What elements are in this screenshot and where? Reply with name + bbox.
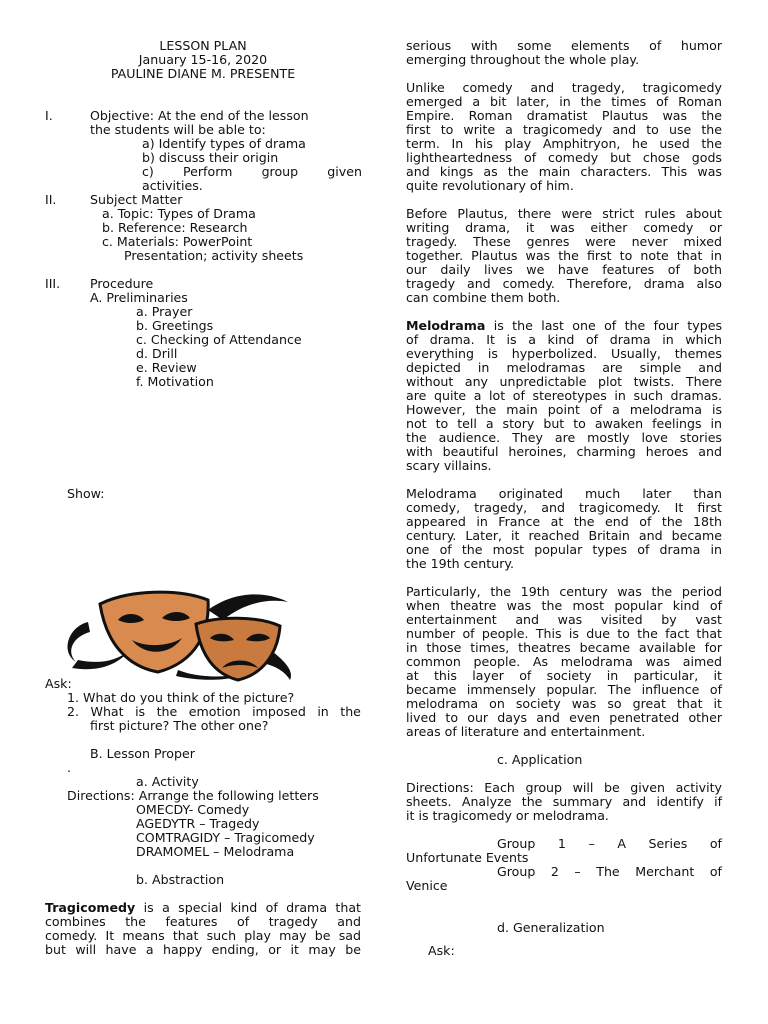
- preliminaries: A. Preliminaries: [90, 290, 188, 305]
- objective-line2: the students will be able to:: [90, 122, 266, 137]
- word: of: [709, 836, 722, 851]
- text: the 19th century.: [406, 556, 515, 571]
- text: emerging throughout the whole play.: [406, 52, 640, 67]
- activity-item: DRAMOMEL – Melodrama: [136, 844, 295, 859]
- word: of: [709, 864, 722, 879]
- word: Series: [648, 836, 688, 851]
- word: –: [588, 836, 595, 851]
- text: Before Plautus, there were strict rules about: [406, 206, 722, 221]
- word: is: [135, 704, 146, 719]
- prelim-item: e. Review: [136, 360, 197, 375]
- activity-directions: Directions: Arrange the following letters: [67, 788, 319, 803]
- text: quite revolutionary of him.: [406, 178, 574, 193]
- stray-dot: .: [67, 760, 72, 775]
- text: at this layer of society in particular, it: [406, 668, 722, 683]
- word: Group: [497, 864, 536, 879]
- text: is a special kind of drama that: [135, 900, 361, 915]
- application-title: c. Application: [497, 752, 583, 767]
- text: melodrama on society was so great that it: [406, 696, 722, 711]
- text: sheets. Analyze the summary and identify if: [406, 794, 722, 809]
- text: number of people. This is due to the fact that: [406, 626, 722, 641]
- text: but will have a happy ending, or it may be: [45, 942, 361, 957]
- activity-item: COMTRAGIDY – Tragicomedy: [136, 830, 315, 845]
- objective-a: a) Identify types of drama: [142, 136, 306, 151]
- word: c): [142, 164, 154, 179]
- question-2-cont: first picture? The other one?: [90, 718, 269, 733]
- abstraction-title: b. Abstraction: [136, 872, 225, 887]
- tragicomedy-paragraph: [45, 901, 361, 957]
- subject-c-cont: Presentation; activity sheets: [124, 248, 304, 263]
- text: not to tell a story but to awaken feelings in: [406, 416, 722, 431]
- text: can combine them both.: [406, 290, 561, 305]
- paragraph-melodrama: [406, 319, 722, 473]
- text: common people. As melodrama was aimed: [406, 654, 722, 669]
- group-1-title: Unfortunate Events: [406, 850, 529, 865]
- prelim-item: d. Drill: [136, 346, 178, 361]
- text: comedy. It means that such play may be sad: [45, 928, 361, 943]
- subject-a: a. Topic: Types of Drama: [102, 206, 256, 221]
- word: Group: [497, 836, 536, 851]
- text: term. In his play Amphitryon, he used the: [406, 136, 722, 151]
- text: together. Plautus was the first to note that in: [406, 248, 722, 263]
- drama-masks-image: [58, 582, 298, 682]
- text: Directions: Each group will be given activity: [406, 780, 722, 795]
- activity-item: OMECDY- Comedy: [136, 802, 250, 817]
- text: entertainment and was visited by vast: [406, 612, 722, 627]
- word: The: [596, 864, 620, 879]
- paragraph-origin: [406, 487, 722, 571]
- word: Merchant: [635, 864, 695, 879]
- prelim-item: f. Motivation: [136, 374, 214, 389]
- lesson-proper: B. Lesson Proper: [90, 746, 195, 761]
- text: everything is hyperbolized. Usually, themes: [406, 346, 722, 361]
- group-2-title: Venice: [406, 878, 448, 893]
- question-2: [67, 705, 361, 719]
- text: one of the most popular types of drama in: [406, 542, 722, 557]
- tragicomedy-term: Tragicomedy: [45, 900, 136, 915]
- text: our daily lives we have features of both: [406, 262, 722, 277]
- text: in those times, theatres became available for: [406, 640, 722, 655]
- text: Unlike comedy and tragedy, tragicomedy: [406, 80, 722, 95]
- section-number-1: I.: [45, 108, 53, 123]
- word: 2.: [67, 704, 80, 719]
- prelim-item: a. Prayer: [136, 304, 193, 319]
- text: is the last one of the four types: [485, 318, 722, 333]
- text: became immensely popular. The influence of: [406, 682, 722, 697]
- text: and kings as the main characters. This was: [406, 164, 722, 179]
- text: without any unpredictable plot twists. There: [406, 374, 722, 389]
- objective-c-cont: activities.: [142, 178, 203, 193]
- text: lived to our days and even penetrated other: [406, 710, 722, 725]
- word: imposed: [252, 704, 306, 719]
- text: areas of literature and entertainment.: [406, 724, 646, 739]
- word: A: [617, 836, 626, 851]
- word: in: [317, 704, 329, 719]
- prelim-item: c. Checking of Attendance: [136, 332, 302, 347]
- text: lightheartedness of comedy but chose gods: [406, 150, 722, 165]
- text: comedy, tragedy, and tragicomedy. It first: [406, 500, 722, 515]
- subject-title: Subject Matter: [90, 192, 183, 207]
- text: serious with some elements of humor: [406, 38, 722, 53]
- objective-b: b) discuss their origin: [142, 150, 279, 165]
- text: Melodrama originated much later than: [406, 486, 722, 501]
- text: are quite a lot of stereotypes in such dramas.: [406, 388, 722, 403]
- melodrama-term: Melodrama: [406, 318, 486, 333]
- word: group: [261, 164, 299, 179]
- paragraph-plautus: [406, 81, 722, 193]
- generalization-title: d. Generalization: [497, 920, 605, 935]
- word: 2: [550, 864, 559, 879]
- text: Empire. Roman dramatist Plautus was the: [406, 108, 722, 123]
- section-number-2: II.: [45, 192, 57, 207]
- text: combines the features of tragedy and: [45, 914, 361, 929]
- paragraph-application-directions: [406, 781, 722, 823]
- word: the: [156, 704, 178, 719]
- word: 1: [557, 836, 566, 851]
- activity-title: a. Activity: [136, 774, 199, 789]
- paragraph-before-plautus: [406, 207, 722, 305]
- subject-b: b. Reference: Research: [102, 220, 248, 235]
- text: appeared in France at the end of the 18th: [406, 514, 722, 529]
- text: when theatre was the most popular kind of: [406, 598, 722, 613]
- text: writing drama, it was either comedy or: [406, 220, 722, 235]
- page-title: LESSON PLAN: [159, 38, 247, 53]
- text: emerged a bit later, in the times of Roman: [406, 94, 722, 109]
- ask-label: Ask:: [45, 676, 72, 691]
- text: Particularly, the 19th century was the period: [406, 584, 722, 599]
- text: century. Later, it reached Britain and became: [406, 528, 722, 543]
- word: Perform: [182, 164, 233, 179]
- prelim-item: b. Greetings: [136, 318, 214, 333]
- word: What: [90, 704, 124, 719]
- question-1: 1. What do you think of the picture?: [67, 690, 295, 705]
- author-line: PAULINE DIANE M. PRESENTE: [110, 66, 296, 81]
- paragraph-19th-century: [406, 585, 722, 739]
- text: tragedy. These genres were never mixed: [406, 234, 722, 249]
- show-label: Show:: [67, 486, 105, 501]
- group-1-line: [497, 837, 722, 851]
- word: emotion: [188, 704, 241, 719]
- text: scary villains.: [406, 458, 492, 473]
- word: given: [327, 164, 362, 179]
- procedure-title: Procedure: [90, 276, 154, 291]
- group-2-line: [497, 865, 722, 879]
- text: of drama. It is a kind of drama in which: [406, 332, 722, 347]
- word: the: [340, 704, 361, 719]
- text: tragedy and comedy. Therefore, drama also: [406, 276, 722, 291]
- word: –: [574, 864, 581, 879]
- ask-label-right: Ask:: [428, 943, 455, 958]
- text: the audience. They are mostly love stories: [406, 430, 722, 445]
- objective-line1: Objective: At the end of the lesson: [90, 108, 309, 123]
- text: with beautiful heroines, charming heroes and: [406, 444, 722, 459]
- date-line: January 15-16, 2020: [138, 52, 268, 67]
- text: depicted in melodramas are simple and: [406, 360, 722, 375]
- text: first to write a tragicomedy and to use the: [406, 122, 722, 137]
- text: However, the main point of a melodrama is: [406, 402, 722, 417]
- paragraph-intro-cont: [406, 39, 722, 67]
- subject-c: c. Materials: PowerPoint: [102, 234, 253, 249]
- section-number-3: III.: [45, 276, 61, 291]
- activity-item: AGEDYTR – Tragedy: [136, 816, 260, 831]
- text: it is tragicomedy or melodrama.: [406, 808, 609, 823]
- objective-c: [142, 165, 362, 179]
